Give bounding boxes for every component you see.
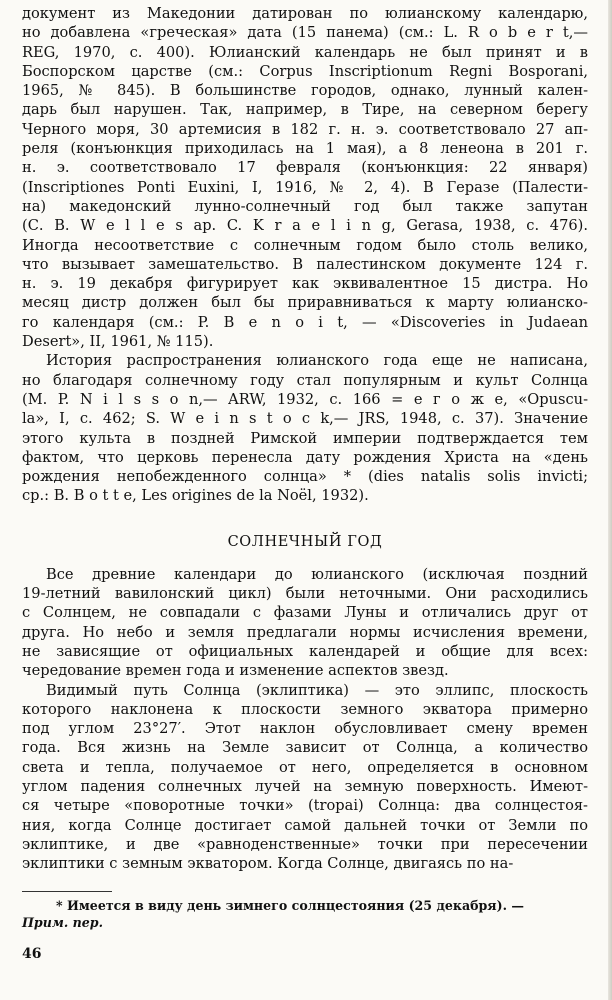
text-line: под углом 23°27′. Этот наклон обусловливает смену времен <box>22 720 588 738</box>
text-line: года. Вся жизнь на Земле зависит от Солнца, а количество <box>22 739 588 757</box>
paragraph-1 <box>22 4 588 351</box>
text-line: la», I, с. 462; S. W e i n s t o c k,— JRS, 1948, с. 37). Значение <box>22 410 588 428</box>
text-line: REG, 1970, с. 400). Юлианский календарь не был принят и в <box>22 43 588 61</box>
text-line: не зависящие от официальных календарей и общие для всех: <box>22 642 588 660</box>
paragraph-4 <box>22 681 588 874</box>
footnote-line-1: * Имеется в виду день зимнего солнцестояния (25 декабря). — <box>56 898 524 913</box>
text-line: Боспорском царстве (см.: Corpus Inscriptionum Regni Bosporani, <box>22 62 588 80</box>
text-line: с Солнцем, не совпадали с фазами Луны и отличались друг от <box>22 604 588 622</box>
text-line: н. э. 19 декабря фигурирует как эквивалентное 15 дистра. Но <box>22 275 588 293</box>
text-line: реля (конъюнкция приходилась на 1 мая), а 8 ленеона в 201 г. <box>22 140 588 158</box>
text-line: Все древние календари до юлианского (исключая поздний <box>46 565 588 583</box>
text-line: но благодаря солнечному году стал популярным и культ Солнца <box>22 371 588 389</box>
footnote <box>22 897 588 931</box>
text-line: (С. B. W e l l e s ap. C. K r a e l i n g, Gerasa, 1938, с. 476). <box>22 217 588 235</box>
text-line: Иногда несоответствие с солнечным годом было столь велико, <box>22 236 588 254</box>
footnote-divider <box>22 891 112 892</box>
text-line: (Inscriptiones Ponti Euxini, I, 1916, № 2, 4). В Геразе (Палести- <box>22 178 588 196</box>
text-line: (M. P. N i l s s o n,— ARW, 1932, с. 166 = е г о ж е, «Opuscu- <box>22 390 588 408</box>
text-line: на) македонский лунно-солнечный год был также запутан <box>22 197 588 215</box>
text-line: н. э. соответствовало 17 февраля (конъюнкция: 22 января) <box>22 159 588 177</box>
text-line: дарь был нарушен. Так, например, в Тире, на северном берегу <box>22 101 588 119</box>
text-line: эклиптике, и две «равноденственные» точки при пересечении <box>22 835 588 853</box>
page-edge-shadow <box>608 0 612 1000</box>
page-number: 46 <box>22 946 42 962</box>
text-line: месяц дистр должен был бы приравниваться к марту юлианско- <box>22 294 588 312</box>
page-body <box>22 4 588 873</box>
paragraph-2 <box>22 351 588 505</box>
text-line: которого наклонена к плоскости земного экватора примерно <box>22 700 588 718</box>
text-line: углом падения солнечных лучей на земную поверхность. Имеют- <box>22 777 588 795</box>
text-line: го календаря (см.: P. B e n o i t, — «Discoveries in Judaean <box>22 313 588 331</box>
text-line: ср.: B. B o t t e, Les origines de la Noël, 1932). <box>22 487 369 505</box>
text-line: Desert», II, 1961, № 115). <box>22 333 214 351</box>
text-line: этого культа в поздней Римской империи подтверждается тем <box>22 429 588 447</box>
text-line: ния, когда Солнце достигает самой дальней точки от Земли по <box>22 816 588 834</box>
section-heading: СОЛНЕЧНЫЙ ГОД <box>227 533 383 550</box>
text-line: эклиптики с земным экватором. Когда Солнце, двигаясь по на- <box>22 855 514 873</box>
text-line: документ из Македонии датирован по юлианскому календарю, <box>22 5 588 22</box>
text-line: История распространения юлианского года еще не написана, <box>46 352 588 370</box>
footnote-line-2: Прим. пер. <box>22 915 103 930</box>
text-line: фактом, что церковь перенесла дату рождения Христа на «день <box>22 448 588 466</box>
text-line: света и тепла, получаемое от него, определяется в основном <box>22 758 588 776</box>
text-line: но добавлена «греческая» дата (15 панема) (см.: L. R o b e r t,— <box>22 24 588 42</box>
text-line: ся четыре «поворотные точки» (tropai) Солнца: два солнцестоя- <box>22 797 588 815</box>
text-line: что вызывает замешательство. В палестинском документе 124 г. <box>22 255 588 273</box>
text-line: Черного моря, 30 артемисия в 182 г. н. э. соответствовало 27 ап- <box>22 120 588 138</box>
text-line: рождения непобежденного солнца» * (dies natalis solis invicti; <box>22 468 588 486</box>
paragraph-3 <box>22 565 588 681</box>
text-line: чередование времен года и изменение аспектов звезд. <box>22 662 449 680</box>
text-line: Видимый путь Солнца (эклиптика) — это эллипс, плоскость <box>46 681 588 699</box>
text-line: 1965, № 845). В большинстве городов, однако, лунный кален- <box>22 82 588 100</box>
text-line: друга. Но небо и земля предлагали нормы исчисления времени, <box>22 623 588 641</box>
text-line: 19-летний вавилонский цикл) были неточными. Они расходились <box>22 585 588 603</box>
